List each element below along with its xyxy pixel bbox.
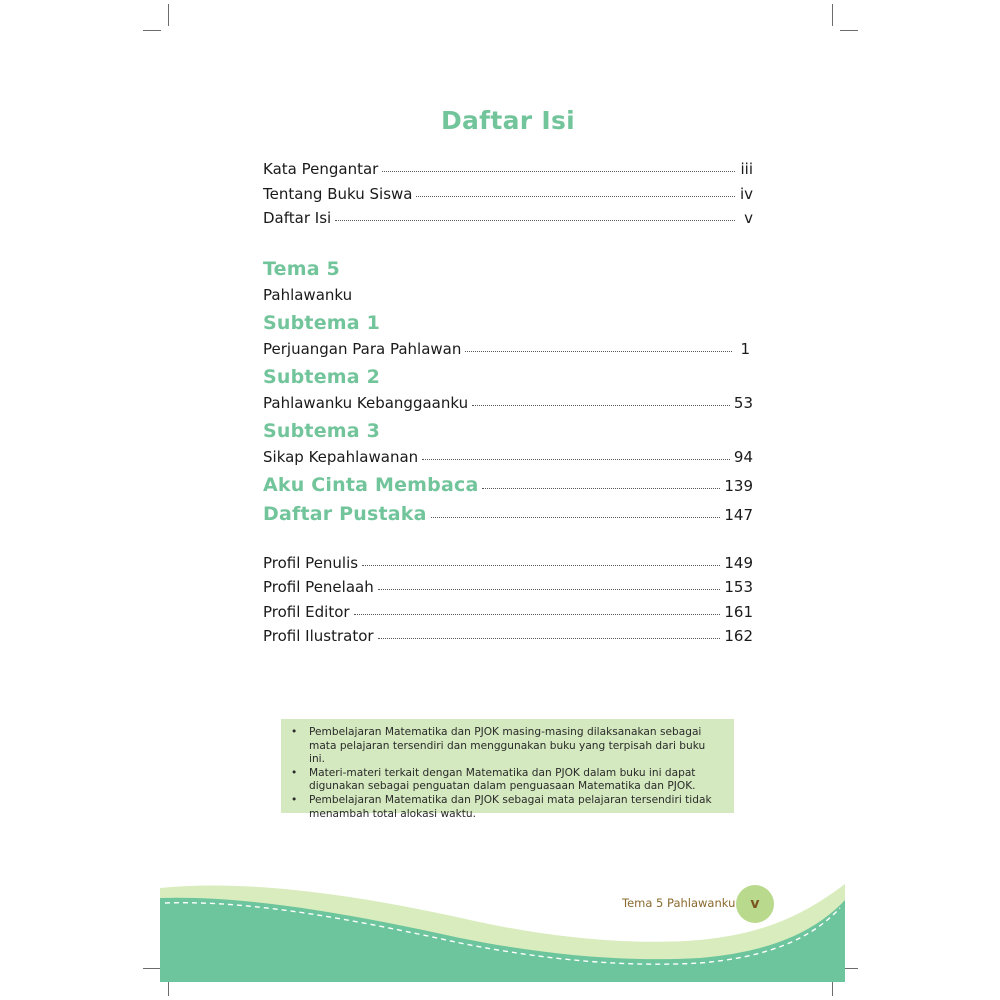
- note-text: Pembelajaran Matematika dan PJOK masing-masing dilaksanakan sebagai mata pelajaran tersendiri dan menggunakan buku yang terpisah dari buku ini.: [309, 726, 706, 766]
- toc-page-number: 161: [724, 603, 753, 621]
- toc-label: Sikap Kepahlawanan: [263, 448, 419, 466]
- toc-label: Profil Ilustrator: [263, 627, 374, 645]
- toc-label: Perjuangan Para Pahlawan: [263, 340, 462, 358]
- theme-name: Pahlawanku: [263, 286, 353, 304]
- toc-label: Aku Cinta Membaca: [263, 474, 479, 496]
- toc-label: Profil Editor: [263, 603, 350, 621]
- toc-label: Pahlawanku Kebanggaanku: [263, 394, 469, 412]
- bullet-icon: •: [291, 726, 298, 738]
- note-text: Materi-materi terkait dengan Matematika dan PJOK dalam buku ini dapat digunakan sebagai penguatan dalam penguasaan Matematika dan PJOK.: [309, 766, 696, 793]
- toc-page-number: 162: [724, 627, 753, 645]
- toc-page-number: 53: [733, 394, 753, 412]
- bullet-icon: •: [291, 793, 298, 806]
- running-head: Tema 5 Pahlawanku: [622, 896, 736, 910]
- bullet-icon: •: [291, 766, 298, 779]
- toc-page-number: 139: [724, 477, 753, 495]
- toc-page-number: v: [744, 209, 753, 227]
- toc-page-number: 94: [733, 448, 753, 466]
- page-number-badge: [736, 885, 774, 923]
- page-number: v: [750, 896, 760, 912]
- subtheme-heading: Subtema 3: [263, 420, 381, 442]
- theme-heading: Tema 5: [263, 258, 340, 280]
- toc-label: Profil Penulis: [263, 554, 359, 572]
- toc-label: Tentang Buku Siswa: [263, 185, 413, 203]
- toc-page-number: iv: [739, 185, 753, 203]
- subtheme-heading: Subtema 2: [263, 366, 381, 388]
- toc-page-number: 153: [724, 578, 753, 596]
- subtheme-heading: Subtema 1: [263, 312, 381, 334]
- toc-page-number: 147: [724, 506, 753, 524]
- toc-label: Daftar Isi: [263, 209, 332, 227]
- toc-label: Daftar Pustaka: [263, 503, 427, 525]
- page-title: Daftar Isi: [440, 106, 576, 135]
- toc-page-number: 1: [740, 340, 750, 358]
- toc-label: Kata Pengantar: [263, 160, 379, 178]
- toc-page-number: 149: [724, 554, 753, 572]
- note-text: Pembelajaran Matematika dan PJOK sebagai mata pelajaran tersendiri tidak menambah total alokasi waktu.: [309, 793, 712, 820]
- toc-page-number: iii: [740, 160, 753, 178]
- toc-label: Profil Penelaah: [263, 578, 374, 596]
